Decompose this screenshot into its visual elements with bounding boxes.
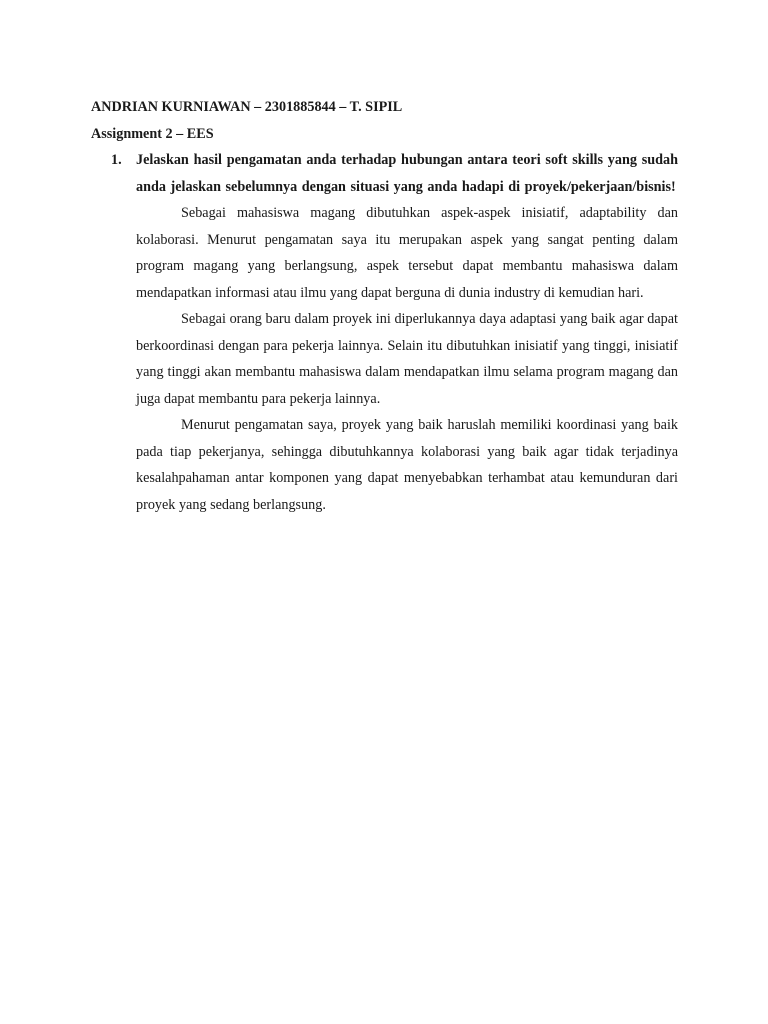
answer-body — [136, 200, 678, 518]
question-item — [91, 147, 678, 200]
question-number: 1. — [111, 152, 122, 168]
answer-paragraph: Menurut pengamatan saya, proyek yang baik haruslah memiliki koordinasi yang baik pada tiap pekerjanya, sehingga dibutuhkannya kolaborasi yang baik agar tidak terjadinya kesalahpahaman antar komponen yang dapat menyebabkan terhambat atau kemunduran dari proyek yang sedang berlangsung. — [136, 417, 678, 513]
author-header: ANDRIAN KURNIAWAN – 2301885844 – T. SIPIL — [91, 99, 403, 115]
answer-paragraph: Sebagai mahasiswa magang dibutuhkan aspek-aspek inisiatif, adaptability dan kolaborasi. Menurut pengamatan saya itu merupakan aspek yang sangat penting dalam program magang yang berlangsung, aspek tersebut dapat membantu mahasiswa dalam mendapatkan informasi atau ilmu yang dapat berguna di dunia industry di kemudian hari. — [136, 205, 678, 301]
assignment-title: Assignment 2 – EES — [91, 125, 214, 142]
answer-paragraph: Sebagai orang baru dalam proyek ini diperlukannya daya adaptasi yang baik agar dapat berkoordinasi dengan para pekerja lainnya. Selain itu dibutuhkan inisiatif yang tinggi, inisiatif yang tinggi akan membantu mahasiswa dalam mendapatkan ilmu selama program magang dan juga dapat membantu para pekerja lainnya. — [136, 311, 678, 407]
document-page — [91, 94, 678, 518]
question-text: Jelaskan hasil pengamatan anda terhadap hubungan antara teori soft skills yang sudah anda jelaskan sebelumnya dengan situasi yang anda hadapi di proyek/pekerjaan/bisnis! — [136, 152, 678, 195]
